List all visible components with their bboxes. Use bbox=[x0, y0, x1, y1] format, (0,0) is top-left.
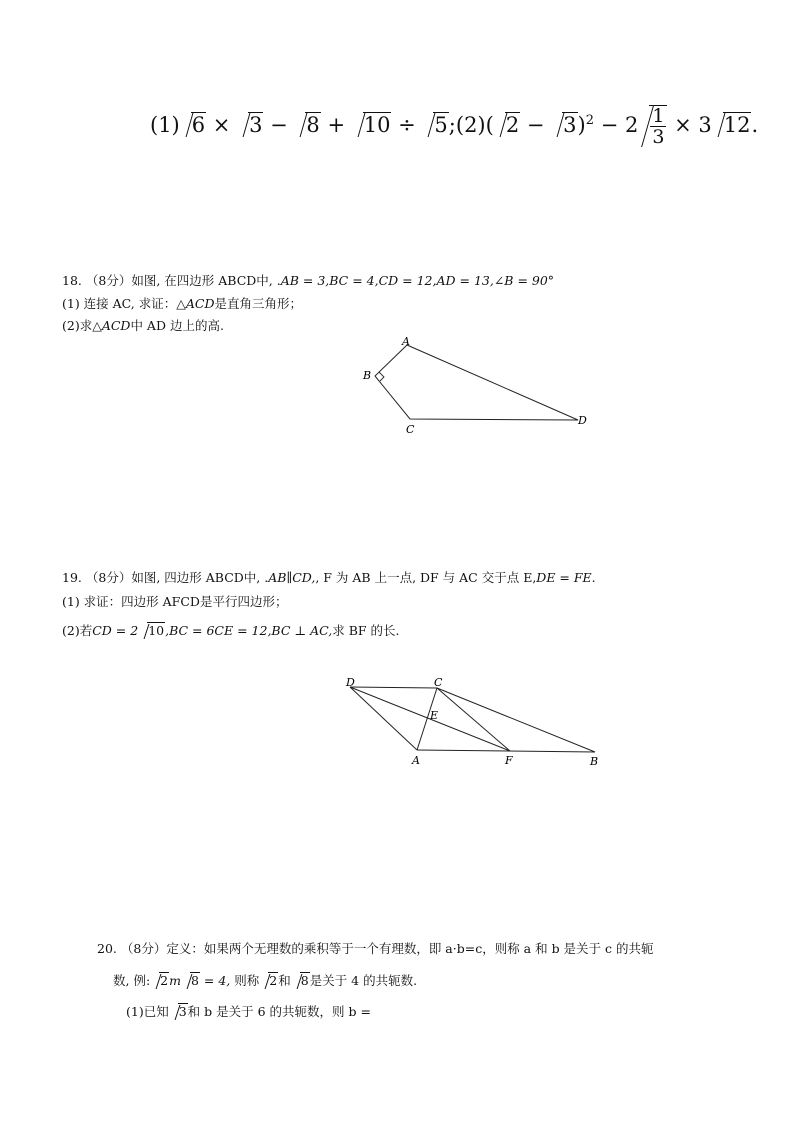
q20-sub1-prefix: (1)已知 bbox=[126, 1004, 169, 1019]
q19-label-c: C bbox=[434, 676, 443, 689]
q20-rad4: 8 bbox=[300, 973, 309, 988]
q20-line1 bbox=[97, 941, 654, 957]
q19-label-e: E bbox=[430, 709, 439, 722]
q20-m: m bbox=[169, 973, 181, 988]
q20-example-suffix: 是关于 4 的共轭数. bbox=[309, 973, 418, 988]
q19-intro-b: , F 为 AB 上一点, DF 与 AC 交于点 E, bbox=[315, 570, 537, 585]
q19-intro-math1: AB∥CD, bbox=[268, 570, 316, 585]
q18-sub2-suffix: 中 AD 边上的高. bbox=[130, 318, 224, 333]
q20-rad2: 8 bbox=[190, 973, 199, 988]
q19-number: 19. bbox=[62, 570, 82, 585]
q20-and: 和 bbox=[278, 973, 291, 988]
q18-sub1 bbox=[62, 296, 302, 312]
q17-part2-label: (2) bbox=[455, 113, 486, 137]
q18-sub2 bbox=[62, 318, 224, 334]
q19-sub2-suffix: 求 BF 的长. bbox=[332, 623, 400, 638]
q20-number: 20. bbox=[97, 941, 117, 956]
q20-sub1 bbox=[126, 1003, 371, 1020]
q19-sub2-prefix: (2)若 bbox=[62, 623, 93, 638]
q18-label-b: B bbox=[363, 369, 372, 382]
q19-sub2-rad: 10 bbox=[148, 623, 165, 638]
q18-sub1-math: △ACD bbox=[176, 296, 215, 311]
q19-sub1: (1) 求证：四边形 AFCD是平行四边形； bbox=[62, 594, 288, 609]
q20-line2 bbox=[113, 972, 417, 989]
q18-heading bbox=[62, 273, 554, 289]
q20-eq: = 4, bbox=[199, 973, 231, 988]
q18-sub1-suffix: 是直角三角形； bbox=[214, 296, 302, 311]
q18-label-d: D bbox=[578, 414, 587, 427]
q19-intro-math2: DE = FE. bbox=[536, 570, 596, 585]
q18-score: （8分） bbox=[85, 273, 132, 288]
q19-label-b: B bbox=[590, 755, 599, 768]
q18-right-angle-mark bbox=[379, 372, 384, 381]
q20-rad1: 2 bbox=[160, 973, 169, 988]
q19-intro-a: 如图, 四边形 ABCD中, . bbox=[131, 570, 269, 585]
q19-label-f: F bbox=[505, 754, 513, 767]
q19-heading bbox=[62, 570, 596, 586]
q19-score: （8分） bbox=[85, 570, 132, 585]
q18-intro: 如图, 在四边形 ABCD中, . bbox=[131, 273, 281, 288]
q20-example-prefix: 数, 例: bbox=[113, 973, 151, 988]
q18-sub2-prefix: (2)求 bbox=[62, 318, 93, 333]
q19-label-a: A bbox=[412, 754, 420, 767]
q19-sub2-math-b: ,BC = 6CE = 12,BC ⊥ AC, bbox=[165, 623, 333, 638]
q18-label-c: C bbox=[406, 423, 415, 436]
q19-label-d: D bbox=[346, 676, 355, 689]
q20-sub1-suffix: 和 b 是关于 6 的共轭数，则 b = bbox=[187, 1004, 371, 1019]
q18-sub1-prefix: (1) 连接 AC, 求证： bbox=[62, 296, 177, 311]
q17-part1-label: (1) bbox=[150, 113, 180, 137]
q18-quadrilateral-figure bbox=[355, 333, 595, 443]
q18-label-a: A bbox=[402, 335, 410, 348]
q20-rad3: 2 bbox=[269, 973, 278, 988]
q18-number: 18. bbox=[62, 273, 82, 288]
q20-example-mid: 则称 bbox=[230, 973, 260, 988]
q20-score: （8分） bbox=[120, 941, 167, 956]
q18-conditions: AB = 3,BC = 4,CD = 12,AD = 13,∠B = 90° bbox=[280, 273, 555, 288]
q19-sub2 bbox=[62, 622, 400, 639]
q18-sub2-math: △ACD bbox=[92, 318, 131, 333]
q19-sub2-math-a: CD = 2 bbox=[92, 623, 139, 638]
q17-formula: (1) 6 × 3 − 8 + 10 ÷ 5;(2)( 2 − 3)$^2$ − 2 $\frac{1}{3}$ × 3 12. bbox=[150, 105, 759, 148]
q20-sub1-rad: 3 bbox=[178, 1004, 187, 1019]
q20-definition: 定义：如果两个无理数的乘积等于一个有理数，即 a·b=c，则称 a 和 b 是关于 c 的共轭 bbox=[166, 941, 654, 956]
q19-parallelogram-figure bbox=[340, 673, 610, 773]
